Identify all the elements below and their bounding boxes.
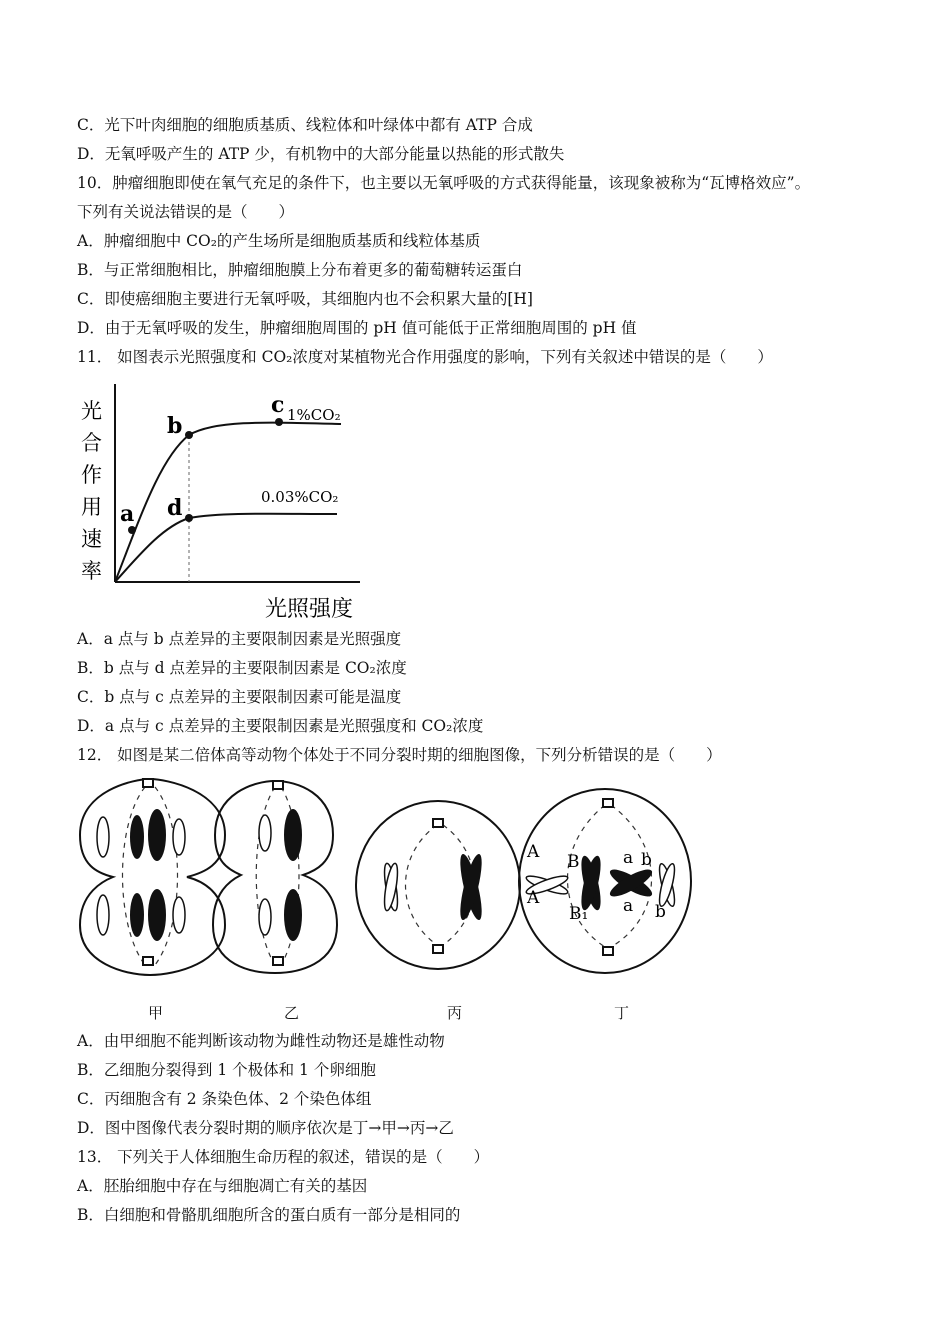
ding-letter-a: a	[623, 896, 634, 916]
q10-option-b: B．与正常细胞相比，肿瘤细胞膜上分布着更多的葡萄糖转运蛋白	[77, 261, 523, 279]
q10-option-d: D．由于无氧呼吸的发生，肿瘤细胞周围的 pH 值可能低于正常细胞周围的 pH 值	[77, 319, 637, 337]
q11-option-b: B．b 点与 d 点差异的主要限制因素是 CO₂浓度	[77, 659, 407, 677]
q10-option-c: C．即使癌细胞主要进行无氧呼吸，其细胞内也不会积累大量的[H]	[77, 290, 533, 308]
q10-option-a: A．肿瘤细胞中 CO₂的产生场所是细胞质基质和线粒体基质	[77, 232, 481, 250]
y-label-char: 用	[81, 495, 102, 519]
ding-letter-B: B	[567, 852, 580, 872]
y-label-char: 率	[81, 559, 102, 583]
label-c: c	[271, 392, 285, 418]
curve-003pct-co2	[115, 514, 337, 582]
q9-option-d: D．无氧呼吸产生的 ATP 少，有机物中的大部分能量以热能的形式散失	[77, 145, 565, 163]
label-d: d	[167, 495, 183, 521]
cell-yi-outline	[213, 781, 337, 973]
point-d	[185, 514, 193, 522]
point-a	[128, 526, 136, 534]
q12-option-c: C．丙细胞含有 2 条染色体、2 个染色体组	[77, 1090, 372, 1108]
ding-letter-B1: B₁	[569, 904, 589, 924]
cell-label-jia: 甲	[148, 1004, 164, 1022]
q11-photosynthesis-graph	[75, 378, 365, 623]
q13-stem: 13． 下列关于人体细胞生命历程的叙述，错误的是（ ）	[77, 1148, 490, 1166]
y-label-char: 作	[81, 463, 102, 487]
label-003pct-co2: 0.03%CO₂	[261, 488, 339, 506]
q11-option-c: C．b 点与 c 点差异的主要限制因素可能是温度	[77, 688, 402, 706]
point-b	[185, 431, 193, 439]
q12-option-a: A．由甲细胞不能判断该动物为雌性动物还是雄性动物	[77, 1032, 445, 1050]
q11-option-d: D．a 点与 c 点差异的主要限制因素是光照强度和 CO₂浓度	[77, 717, 484, 735]
ding-letter-A: A	[527, 888, 540, 908]
y-label-char: 合	[81, 431, 102, 455]
q11-option-a: A．a 点与 b 点差异的主要限制因素是光照强度	[77, 630, 402, 648]
q10-stem-line1: 10．肿瘤细胞即使在氧气充足的条件下，也主要以无氧呼吸的方式获得能量，该现象被称为“瓦博格效应”。	[77, 174, 811, 192]
q9-option-c: C．光下叶肉细胞的细胞质基质、线粒体和叶绿体中都有 ATP 合成	[77, 116, 533, 134]
q12-stem: 12． 如图是某二倍体高等动物个体处于不同分裂时期的细胞图像，下列分析错误的是（ ）	[77, 746, 722, 764]
point-c	[275, 418, 283, 426]
q12-cell-division-figure	[75, 775, 695, 980]
q12-option-b: B．乙细胞分裂得到 1 个极体和 1 个卵细胞	[77, 1061, 376, 1079]
q10-stem-line2: 下列有关说法错误的是（ ）	[77, 203, 295, 221]
y-label-char: 速	[81, 527, 102, 551]
ding-letter-b: b	[641, 850, 652, 870]
q13-option-a: A．胚胎细胞中存在与细胞凋亡有关的基因	[77, 1177, 368, 1195]
x-axis-label: 光照强度	[265, 597, 354, 622]
ding-letter-a: a	[623, 848, 634, 868]
q12-option-d: D．图中图像代表分裂时期的顺序依次是丁→甲→丙→乙	[77, 1119, 454, 1137]
q11-stem: 11． 如图表示光照强度和 CO₂浓度对某植物光合作用强度的影响，下列有关叙述中错误的是（ ）	[77, 348, 773, 366]
q13-option-b: B．白细胞和骨骼肌细胞所含的蛋白质有一部分是相同的	[77, 1206, 461, 1224]
cell-jia-outline	[80, 779, 225, 975]
cell-label-ding: 丁	[614, 1004, 630, 1022]
y-label-char: 光	[81, 399, 102, 423]
ding-letter-A: A	[527, 842, 540, 862]
cell-label-bing: 丙	[447, 1004, 463, 1022]
label-a: a	[120, 501, 135, 527]
label-1pct-co2: 1%CO₂	[287, 406, 341, 424]
ding-letter-b: b	[655, 902, 666, 922]
cell-label-yi: 乙	[284, 1004, 300, 1022]
label-b: b	[167, 413, 183, 439]
